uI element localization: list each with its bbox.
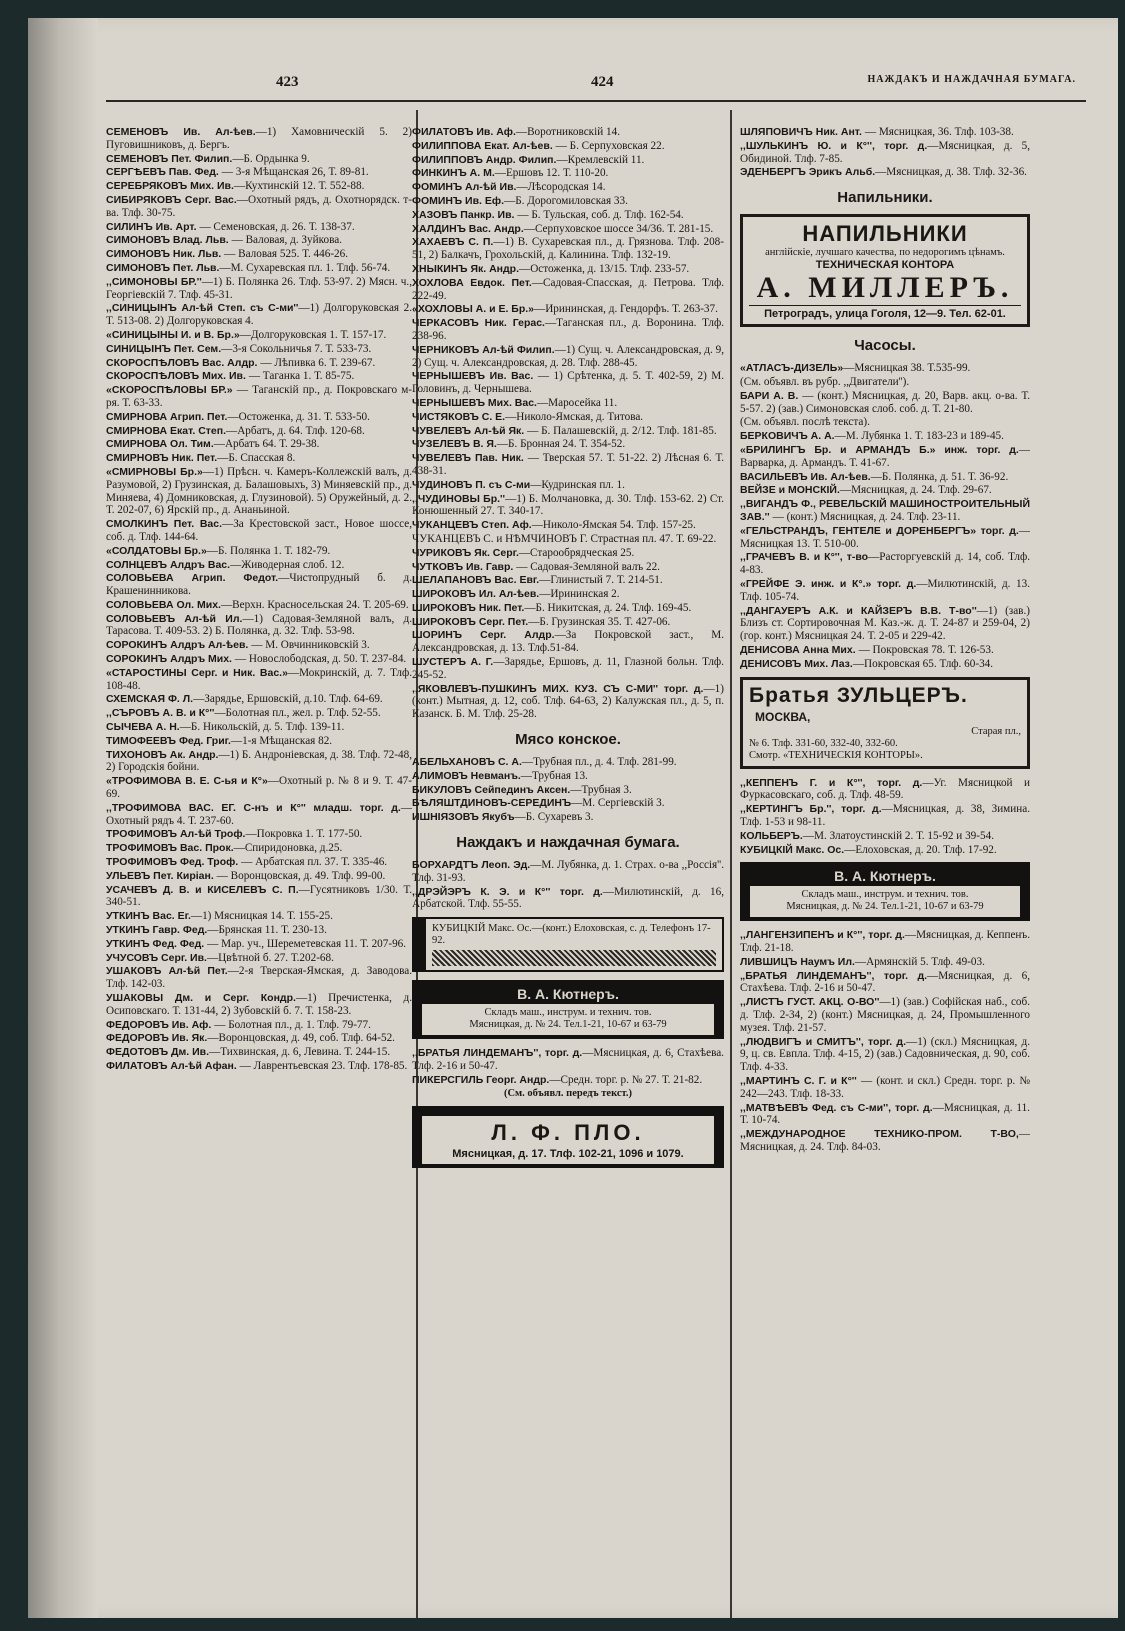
directory-entry: ЧУВЕЛЕВЪ Пав. Ник. — Тверская 57. Т. 51-22. 2) Лѣсная 6. Т. 438-31. <box>412 452 724 477</box>
directory-entry: АЛИМОВЪ Невманъ.—Трубная 13. <box>412 769 588 782</box>
col2-entries-d <box>412 1047 724 1086</box>
directory-entry: ЧЕРНЫШЕВЪ Ив. Вас. — 1) Срѣтенка, д. 5. Т. 402-59, 2) М. Головинъ, д. Чернышева. <box>412 370 724 396</box>
ad-kutner-2-line2: Мясницкая, д. № 24. Тел.1-21, 10-67 и 63-79 <box>786 901 984 913</box>
directory-entry: СХЕМСКАЯ Ф. Л.—Зарядье, Ершовскій, д.10. Тлф. 64-69. <box>106 693 383 706</box>
directory-entry: ТРОФИМОВЪ Ал-ѣй Троф.—Покровка 1. Т. 177-50. <box>106 828 363 841</box>
ad-miller-name: А. МИЛЛЕРЪ. <box>756 271 1014 305</box>
directory-entry: СЕРЕБРЯКОВЪ Мих. Ив.—Кухтинскій 12. Т. 552-88. <box>106 180 365 193</box>
directory-entry: ТИХОНОВЪ Ак. Андр.—1) Б. Андроніевская, д. 38. Тлф. 72-48, 2) Городскія бойни. <box>106 748 412 774</box>
directory-entry: СМИРНОВА Агрип. Пет.—Остоженка, д. 31. Т. 533-50. <box>106 410 370 423</box>
ad-miller-title: НАПИЛЬНИКИ <box>802 221 968 247</box>
directory-entry: УТКИНЪ Вас. Ег.—1) Мясницкая 14. Т. 155-25. <box>106 910 333 923</box>
directory-entry: СИМОНОВЪ Ник. Льв. — Валовая 525. Т. 446-26. <box>106 248 349 261</box>
directory-entry: ,,ЛИСТЪ ГУСТ. АКЦ. О-ВО''—1) (зав.) Софійская наб., соб. д. Тлф. 2-34, 2) (конт.) Мясницкая, д. 24, Промышленного музея. Тлф. 21-57. <box>740 996 1030 1034</box>
directory-entry: КОЛЬБЕРЪ.—М. Златоустинскій 2. Т. 15-92 и 39-54. <box>740 829 994 842</box>
column-divider-2 <box>730 110 732 1618</box>
running-title: НАЖДАКЪ И НАЖДАЧНАЯ БУМАГА. <box>867 74 1076 85</box>
directory-entry: СИБИРЯКОВЪ Серг. Вас.—Охотный рядъ, д. Охотнорядск. т-ва. Тлф. 30-75. <box>106 193 412 219</box>
directory-entry: ХАХАЕВЪ С. П.—1) В. Сухаревская пл., д. Грязнова. Тлф. 208-51, 2) Балкачъ, Грохольскій, д. Калинина. Тлф. 132-19. <box>412 236 724 262</box>
col2-entries-c <box>412 859 724 911</box>
directory-entry: СОЛОВЬЕВЪ Ал-ѣй Ил.—1) Садовая-Земляной валъ, д. Тарасова. Т. 409-53. 2) Б. Полянка, д. 32. Тлф. 53-98. <box>106 612 412 638</box>
directory-entry: БОРХАРДТЪ Леоп. Эд.—М. Лубянка, д. 1. Страх. о-ва ,,Россія''. Тлф. 31-93. <box>412 859 724 884</box>
directory-entry: СМОЛКИНЪ Пет. Вас.—За Крестовской заст., Новое шоссе, соб. д. Тлф. 144-64. <box>106 518 412 543</box>
directory-entry: КУБИЦКІЙ Макс. Ос.—Елоховская, д. 20. Тлф. 17-92. <box>740 843 997 856</box>
ad-zulcer-name: Братья ЗУЛЬЦЕРЪ. <box>749 683 968 707</box>
directory-entry: БИКУЛОВЪ Сейпединъ Аксен.—Трубная 3. <box>412 783 632 796</box>
directory-entry: УШАКОВЪ Ал-ѣй Пет.—2-я Тверская-Ямская, д. Заводова. Тлф. 142-03. <box>106 965 412 991</box>
see-note: (См. объявл. передъ текст.) <box>503 1087 633 1099</box>
ad-zulcer-city: МОСКВА, <box>755 709 811 724</box>
directory-entry: ФИЛАТОВЪ Ал-ѣй Афан. — Лаврентьевская 23. Тлф. 178-85. <box>106 1059 408 1072</box>
col2-entries-a <box>412 126 724 721</box>
page-gutter <box>28 18 98 1618</box>
directory-entry: ЧУКАНЦЕВЪ С. и НѢМЧИНОВЪ Г. Страстная пл. 47. Т. 69-22. <box>412 532 717 545</box>
directory-entry: ФОМИНЪ Ал-ѣй Ив.—Лѣсородская 14. <box>412 181 606 194</box>
column-3 <box>740 126 1030 1616</box>
directory-entry: СМИРНОВЪ Ник. Пет.—Б. Спасская 8. <box>106 452 296 465</box>
directory-entry: ШИРОКОВЪ Ил. Ал-ѣев.—Ирининская 2. <box>412 588 620 601</box>
directory-entry: ФИЛАТОВЪ Ив. Аф.—Воротниковскій 14. <box>412 126 620 138</box>
directory-entry: СЕРГѢЕВЪ Пав. Фед. — 3-я Мѣщанская 26, Т. 89-81. <box>106 166 369 179</box>
directory-entry: ШЛЯПОВИЧЪ Ник. Ант. — Мясницкая, 36. Тлф. 103-38. <box>740 126 1014 138</box>
book-page <box>28 18 1118 1618</box>
directory-entry: ,,ШУЛЬКИНЪ Ю. и К°'', торг. д.—Мясницкая, д. 5, Обидиной. Тлф. 7-85. <box>740 139 1030 165</box>
directory-entry: ФИЛИППОВА Екат. Ал-ѣев. — Б. Серпуховская 22. <box>412 139 665 152</box>
directory-entry: ЧУРИКОВЪ Як. Серг.—Старообрядческая 25. <box>412 546 635 559</box>
directory-entry: ,,БРАТЬЯ ЛИНДЕМАНЪ'', торг. д.—Мясницкая, д. 6, Стахѣева. Тлф. 2-16 и 50-47. <box>412 1047 724 1073</box>
directory-entry: ИШНІЯЗОВЪ Якубъ—Б. Сухаревъ 3. <box>412 811 594 824</box>
directory-entry: (См. объявл. въ рубр. ,,Двигатели''). <box>740 375 910 388</box>
directory-entry: СКОРОСПѢЛОВЪ Вас. Алдр. — Лѣпивка 6. Т. 239-67. <box>106 356 376 369</box>
directory-entry: «СОЛДАТОВЫ Бр.»—Б. Полянка 1. Т. 182-79. <box>106 544 331 557</box>
directory-entry: «СМИРНОВЫ Бр.»—1) Прѣсн. ч. Камеръ-Коллежскій валъ, д. Разумовой, 2) Грузинская, д. Балашовыхъ, 3) Миняевскій пр., д. Миняева, 4) Домниковская, д. Глузиновой). 5) Оружейный, д. 2. Т. 202-07, 6) Ярскій пр., д. Ананьиной. <box>106 465 412 517</box>
directory-entry: СОРОКИНЪ Алдръ Ал-ѣев. — М. Овчинниковскій 3. <box>106 639 370 652</box>
directory-entry: ДЕНИСОВА Анна Мих. — Покровская 78. Т. 126-53. <box>740 643 994 656</box>
directory-entry: ФЕДОРОВЪ Ив. Як.—Воронцовская, д. 49, соб. Тлф. 64-52. <box>106 1032 395 1045</box>
ad-plo <box>412 1106 724 1168</box>
directory-entry: СМИРНОВА Ол. Тим.—Арбатъ 64. Т. 29-38. <box>106 438 320 451</box>
directory-entry: ,,КЕППЕНЪ Г. и К°'', торг. д.—Уг. Мясницкой и Фуркасовскаго, соб. д. Тлф. 48-59. <box>740 776 1030 802</box>
directory-entry: ФОМИНЪ Ив. Еф.—Б. Дорогомиловская 33. <box>412 194 628 207</box>
directory-entry: ТИМОФЕЕВЪ Фед. Григ.—1-я Мѣщанская 82. <box>106 734 333 747</box>
col3-entries-d <box>740 929 1030 1154</box>
directory-entry: ЧЕРНЫШЕВЪ Мих. Вас.—Маросейка 11. <box>412 396 618 409</box>
directory-entry: ЭДЕНБЕРГЪ Эрикъ Альб.—Мясницкая, д. 38. Тлф. 32-36. <box>740 166 1027 179</box>
directory-entry: ,,ДАНГАУЕРЪ А.К. и КАЙЗЕРЪ В.В. Т-во''—1) (зав.) Близъ ст. Сортировочная М. Каз.-ж. д. Т. 24-87 и 259-04, 2) (гор. конт.) Мясницкая 24. Т. 2-05 и 229-42. <box>740 604 1030 643</box>
directory-entry: ,,СЪРОВЪ А. В. и К°''—Болотная пл., жел. р. Тлф. 52-55. <box>106 707 381 720</box>
directory-entry: СЕМЕНОВЪ Пет. Филип.—Б. Ордынка 9. <box>106 152 310 165</box>
directory-entry: СМИРНОВА Екат. Степ.—Арбатъ, д. 64. Тлф. 120-68. <box>106 424 365 437</box>
directory-entry: СЕМЕНОВЪ Ив. Ал-ѣев.—1) Хамовническій 5. 2) Пуговишниковъ, д. Бергъ. <box>106 126 412 151</box>
directory-entry: ФЕДОРОВЪ Ив. Аф. — Болотная пл., д. 1. Тлф. 79-77. <box>106 1018 371 1031</box>
directory-entry: ЧИСТЯКОВЪ С. Е.—Николо-Ямская, д. Титова. <box>412 410 644 423</box>
ad-miller-sub: англійскіе, лучшаго качества, по недорогимъ цѣнамъ. <box>765 247 1005 259</box>
directory-entry: СОЛОВЬЕВА Агрип. Федот.—Чистопрудный б. д. Крашенинникова. <box>106 572 412 598</box>
ad-zulcer-phones: № 6. Тлф. 331-60, 332-40, 332-60. <box>749 737 898 749</box>
directory-entry: ,,ГРАЧЕВЪ В. и К°'', т-во—Расторгуевскій д. 14, соб. Тлф. 4-83. <box>740 551 1030 577</box>
header-rule <box>106 100 1086 102</box>
directory-entry: ФЕДОТОВЪ Дм. Ив.—Тихвинская, д. 6, Левина. Т. 244-15. <box>106 1046 391 1059</box>
directory-entry: ХОХЛОВА Евдок. Пет.—Садовая-Спасская, д. Петрова. Тлф. 222-49. <box>412 276 724 302</box>
ad-kutner-2-line1: Складъ маш., инструм. и технич. тов. <box>801 889 969 901</box>
directory-entry: ,,ЯКОВЛЕВЪ-ПУШКИНЪ МИХ. КУЗ. СЪ С-МИ'' торг. д.—1) (конт.) Мытная, д. 12, соб. Тлф. 64-63, 2) Калужская пл., д. 5, п. Казанск. Б. М. Тлф. 25-28. <box>412 682 724 721</box>
ad-plo-address: Мясницкая, д. 17. Тлф. 102-21, 1096 и 1079. <box>452 1148 684 1161</box>
directory-entry: «СИНИЦЫНЫ И. и В. Бр.»—Долгоруковская 1. Т. 157-17. <box>106 328 387 341</box>
directory-entry: УСАЧЕВЪ Д. В. и КИСЕЛЕВЪ С. П.—Гусятниковъ 1/30. Т. 340-51. <box>106 883 412 909</box>
ad-kutner-line1: Складъ маш., инструм. и технич. тов. <box>484 1007 652 1019</box>
directory-entry: ,,ТРОФИМОВА ВАС. ЕГ. С-нъ и К°'' младш. торг. д.—Охотный рядъ 4. Т. 237-60. <box>106 801 412 827</box>
directory-entry: «СКОРОСПѢЛОВЫ БР.» — Таганскій пр., д. Покровскаго м-ря. Т. 63-33. <box>106 384 412 409</box>
directory-entry: ЧЕРНИКОВЪ Ал-ѣй Филип.—1) Сущ. ч. Александровская, д. 9, 2) Сущ. ч. Александровская, д. 28. Тлф. 288-45. <box>412 343 724 369</box>
section-heading-clocks: Часосы. <box>854 337 916 355</box>
directory-entry: ,,МАРТИНЪ С. Г. и К°'' — (конт. и скл.) Средн. торг. р. № 242—243. Тлф. 18-33. <box>740 1075 1030 1100</box>
directory-entry: УТКИНЪ Гавр. Фед.—Брянская 11. Т. 230-13. <box>106 924 327 937</box>
directory-entry: СОЛОВЬЕВА Ол. Мих.—Верхн. Красносельская 24. Т. 205-69. <box>106 598 409 611</box>
page-header <box>106 74 1086 100</box>
directory-entry: ШОРИНЪ Серг. Алдр.—За Покровской заст., М. Александровская, д. 13. Тлф.51-84. <box>412 629 724 655</box>
directory-entry: УЛЬЕВЪ Пет. Киріан. — Воронцовская, д. 49. Тлф. 99-00. <box>106 869 386 882</box>
col3-entries-a <box>740 126 1030 179</box>
ad-kutner <box>412 980 724 1039</box>
section-heading-meat: Мясо конское. <box>515 731 621 749</box>
directory-entry: ,,СИМОНОВЫ БР.''—1) Б. Полянка 26. Тлф. 53-97. 2) Мясн. ч., Георгіевскій 7. Тлф. 45-31. <box>106 275 412 301</box>
directory-entry: ЧУКАНЦЕВЪ Степ. Аф.—Николо-Ямская 54. Тлф. 157-25. <box>412 519 696 532</box>
directory-entry: ,,ДРЭЙЭРЪ К. Э. и К°'' торг. д.—Милютинскій, д. 16, Арбатской. Тлф. 55-55. <box>412 885 724 911</box>
directory-entry: ,,МЕЖДУНАРОДНОЕ ТЕХНИКО-ПРОМ. Т-ВО,—Мясницкая, д. 24. Тлф. 84-03. <box>740 1128 1030 1154</box>
directory-entry: ,,ВИГАНДЪ Ф., РЕВЕЛЬСКІЙ МАШИНОСТРОИТЕЛЬНЫЙ ЗАВ.'' — (конт.) Мясницкая, д. 24. Тлф. 23-11. <box>740 498 1030 523</box>
ad-miller-office: ТЕХНИЧЕСКАЯ КОНТОРА <box>815 259 955 272</box>
directory-entry: СЫЧЕВА А. Н.—Б. Никольскій, д. 5. Тлф. 139-11. <box>106 721 345 734</box>
ad-kutner-line2: Мясницкая, д. № 24. Тел.1-21, 10-67 и 63-79 <box>469 1019 667 1031</box>
directory-entry: ВАСИЛЬЕВЪ Ив. Ал-ѣев.—Б. Полянка, д. 51. Т. 36-92. <box>740 470 1009 483</box>
ad-kubitsky-hatch <box>432 950 716 966</box>
directory-entry: СИМОНОВЪ Влад. Льв. — Валовая, д. Зуйкова. <box>106 234 342 247</box>
directory-entry: ВЕЙЗЕ и МОНСКІЙ.—Мясницкая, д. 24. Тлф. 29-67. <box>740 484 992 497</box>
ad-miller-address: Петроградъ, улица Гоголя, 12—9. Тел. 62-01. <box>749 305 1021 320</box>
directory-entry: СОЛНЦЕВЪ Алдръ Вас.—Живодерная слоб. 12. <box>106 558 345 571</box>
col2-entries-b <box>412 756 724 824</box>
directory-entry: СИМОНОВЪ Пет. Льв.—М. Сухаревская пл. 1. Тлф. 56-74. <box>106 261 391 274</box>
directory-entry: ФИЛИППОВЪ Андр. Филип.—Кремлевскій 11. <box>412 153 645 166</box>
directory-entry: ХНЫКИНЪ Як. Андр.—Остоженка, д. 13/15. Тлф. 233-57. <box>412 262 690 275</box>
directory-entry: ЛИВШИЦЪ Наумъ Ил.—Армянскій 5. Тлф. 49-03. <box>740 955 985 968</box>
col3-entries-c <box>740 777 1030 857</box>
directory-entry: ШИРОКОВЪ Серг. Пет.—Б. Грузинская 35. Т. 427-06. <box>412 615 671 628</box>
directory-entry: ШЕЛАПАНОВЪ Вас. Евг.—Глинистый 7. Т. 214-51. <box>412 574 663 587</box>
directory-entry: ЧУДИНОВЪ П. съ С-ми—Кудринская пл. 1. <box>412 478 625 491</box>
ad-miller <box>740 214 1030 327</box>
col3-entries-b <box>740 362 1030 670</box>
directory-entry: ХАЗОВЪ Панкр. Ив. — Б. Тульская, соб. д. Тлф. 162-54. <box>412 208 684 221</box>
ad-plo-name: Л. Ф. ПЛО. <box>491 1120 645 1146</box>
directory-entry: БѢЛЯШТДИНОВЪ-СЕРЕДИНЪ—М. Сергіевскій 3. <box>412 797 665 810</box>
directory-entry: ЧУТКОВЪ Ив. Гавр. — Садовая-Земляной валъ 22. <box>412 560 660 573</box>
directory-entry: СКОРОСПѢЛОВЪ Мих. Ив. — Таганка 1. Т. 85-75. <box>106 370 355 383</box>
directory-entry: «ТРОФИМОВА В. Е. С-ья и К°»—Охотный р. № 8 и 9. Т. 47-69. <box>106 775 412 801</box>
directory-entry: ,,КЕРТИНГЪ Бр.'', торг. д.—Мясницкая, д. 38, Зимина. Тлф. 1-53 и 98-11. <box>740 803 1030 828</box>
directory-entry: АБЕЛЬХАНОВЪ С. А.—Трубная пл., д. 4. Тлф. 281-99. <box>412 756 677 769</box>
directory-entry: ТРОФИМОВЪ Вас. Прок.—Спиридоновка, д.25. <box>106 842 343 855</box>
directory-entry: ШУСТЕРЪ А. Г.—Зарядье, Ершовъ, д. 11, Глазной больн. Тлф. 245-52. <box>412 656 724 681</box>
page-number-middle: 424 <box>591 74 614 90</box>
directory-entry: ,,ЛАНГЕНЗИПЕНЪ и К°'', торг. д.—Мясницкая, д. Кеппенъ. Тлф. 21-18. <box>740 929 1030 955</box>
directory-entry: БЕРКОВИЧЪ А. А.—М. Лубянка 1. Т. 183-23 и 189-45. <box>740 430 1004 443</box>
ad-kutner-name: В. А. Кютнеръ. <box>422 984 714 1004</box>
directory-entry: (См. объявл. послѣ текста). <box>740 416 870 429</box>
ad-zulcer-street: Старая пл., <box>971 725 1021 737</box>
directory-entry: ПИКЕРСГИЛЬ Георг. Андр.—Средн. торг. р. № 27. Т. 21-82. <box>412 1073 703 1086</box>
directory-entry: «ГРЕЙФЕ Э. инж. и К°.» торг. д.—Милютинскій, д. 13. Тлф. 105-74. <box>740 577 1030 603</box>
directory-entry: ДЕНИСОВЪ Мих. Лаз.—Покровская 65. Тлф. 60-34. <box>740 657 994 670</box>
directory-entry: „БРАТЬЯ ЛИНДЕМАНЪ'', торг. д.—Мясницкая, д. 6, Стахѣева. Тлф. 2-16 и 50-47. <box>740 969 1030 995</box>
directory-entry: СИЛИНЪ Ив. Арт. — Семеновская, д. 26. Т. 138-37. <box>106 220 355 233</box>
directory-entry: ФИНКИНЪ А. М.—Ершовъ 12. Т. 110-20. <box>412 167 609 180</box>
directory-entry: ,,СИНИЦЫНЪ Ал-ѣй Степ. съ С-ми''—1) Долгоруковская 2. Т. 513-08. 2) Долгоруковская 4. <box>106 302 412 328</box>
ad-kubitsky <box>412 917 724 972</box>
ad-kutner-2-name: В. А. Кютнеръ. <box>750 866 1020 886</box>
column-1 <box>106 126 412 1616</box>
directory-entry: «ГЕЛЬСТРАНДЪ, ГЕНТЕЛЕ и ДОРЕНБЕРГЪ» торг. д.—Мясницкая 13. Т. 510-00. <box>740 524 1030 550</box>
directory-entry: УШАКОВЫ Дм. и Серг. Кондр.—1) Пречистенка, д. Осиповскаго. Т. 131-44, 2) Зубовскій б. 7. Т. 158-23. <box>106 992 412 1017</box>
directory-entry: ,,ЛЮДВИГЪ и СМИТЪ'', торг. д.—1) (скл.) Мясницкая, д. 9, ц. св. Евпла. Тлф. 4-15, 2) (зав.) Садовническая, д. 90, соб. Тлф. 4-33. <box>740 1035 1030 1074</box>
directory-entry: «СТАРОСТИНЫ Серг. и Ник. Вас.»—Мокринскій, д. 7. Тлф. 108-48. <box>106 666 412 692</box>
directory-entry: СИНИЦЫНЪ Пет. Сем.—3-я Сокольничья 7. Т. 533-73. <box>106 342 372 355</box>
directory-entry: БАРИ А. В. — (конт.) Мясницкая, д. 20, Варв. акц. о-ва. Т. 5-57. 2) (зав.) Симоновская слоб. соб. д. Т. 21-80. <box>740 389 1030 415</box>
directory-entry: «БРИЛИНГЪ Бр. и АРМАНДЪ Б.» инж. торг. д.—Варварка, д. Армандъ. Т. 41-67. <box>740 443 1030 469</box>
ad-kubitsky-text: КУБИЦКІЙ Макс. Ос.—(конт.) Елоховская, с. д. Телефонъ 17-92. <box>432 923 711 947</box>
section-heading-files: Напильники. <box>837 189 933 207</box>
column-2 <box>412 126 724 1616</box>
col1-entries <box>106 126 412 1073</box>
directory-entry: УТКИНЪ Фед. Фед. — Мар. уч., Шереметевская 11. Т. 207-96. <box>106 937 407 950</box>
directory-entry: ТРОФИМОВЪ Фед. Троф. — Арбатская пл. 37. Т. 335-46. <box>106 856 388 869</box>
directory-entry: СОРОКИНЪ Алдръ Мих. — Новослободская, д. 50. Т. 237-84. <box>106 653 407 666</box>
section-heading-emery: Наждакъ и наждачная бумага. <box>456 834 680 852</box>
ad-kutner-2 <box>740 862 1030 921</box>
directory-entry: «АТЛАСЪ-ДИЗЕЛЬ»—Мясницкая 38. Т.535-99. <box>740 362 971 375</box>
directory-entry: УЧУСОВЪ Серг. Ив.—Цвѣтной б. 27. Т.202-68. <box>106 951 334 964</box>
ad-zulcer <box>740 677 1030 769</box>
directory-entry: ЧУЗЕЛЕВЪ В. Я.—Б. Бронная 24. Т. 354-52. <box>412 438 626 451</box>
directory-entry: ,,ЧУДИНОВЫ Бр.''—1) Б. Молчановка, д. 30. Тлф. 153-62. 2) Ст. Конюшенный 27. Т. 340-17. <box>412 492 724 518</box>
page-number-left: 423 <box>276 74 299 90</box>
directory-entry: ЧУВЕЛЕВЪ Ал-ѣй Як. — Б. Палашевскій, д. 2/12. Тлф. 181-85. <box>412 424 717 437</box>
ad-zulcer-see: Смотр. «ТЕХНИЧЕСКІЯ КОНТОРЫ». <box>749 749 923 761</box>
directory-entry: «ХОХЛОВЫ А. и Е. Бр.»—Ирининская, д. Гендорфъ. Т. 263-37. <box>412 303 718 316</box>
directory-entry: ЧЕРКАСОВЪ Ник. Герас.—Таганская пл., д. Воронина. Тлф. 238-96. <box>412 317 724 342</box>
directory-entry: ХАЛДИНЪ Вас. Андр.—Серпуховское шоссе 34/36. Т. 281-15. <box>412 222 714 235</box>
directory-entry: ШИРОКОВЪ Ник. Пет.—Б. Никитская, д. 24. Тлф. 169-45. <box>412 601 692 614</box>
directory-entry: ,,МАТВѢЕВЪ Фед. съ С-ми'', торг. д.—Мясницкая, д. 11. Т. 10-74. <box>740 1101 1030 1127</box>
